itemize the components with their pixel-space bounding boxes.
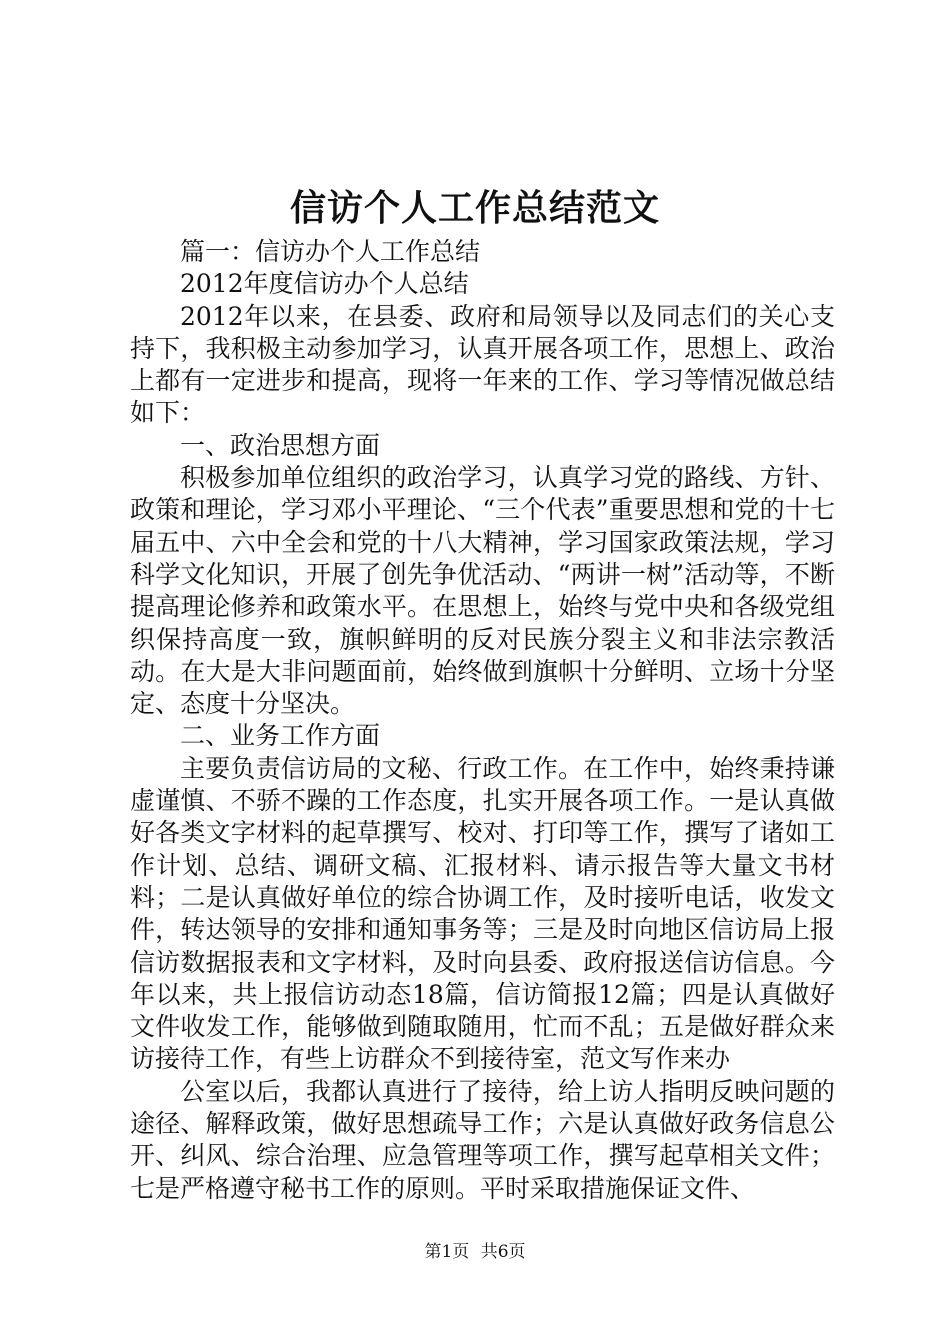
section-heading-business: 二、业务工作方面 — [180, 721, 381, 751]
document-body — [130, 236, 835, 1205]
continuation-paragraph: 公室以后，我都认真进行了接待，给上访人指明反映问题的途径、解释政策，做好思想疏导工作；六是认真做好政务信息公开、纠风、综合治理、应急管理等项工作，撰写起草相关文件；七是严格遵守秘书工作的原则。平时采取措施保证文件、 — [130, 1076, 835, 1203]
page-footer — [0, 1240, 950, 1264]
page-number-current: 第1页 — [424, 1242, 470, 1262]
business-paragraph: 主要负责信访局的文秘、行政工作。在工作中，始终秉持谦虚谨慎、不骄不躁的工作态度，扎实开展各项工作。一是认真做好各类文字材料的起草撰写、校对、打印等工作，撰写了诸如工作计划、总结、调研文稿、汇报材料、请示报告等大量文书材料；二是认真做好单位的综合协调工作，及时接听电话，收发文件，转达领导的安排和通知事务等；三是及时向地区信访局上报信访数据报表和文字材料，及时向县委、政府报送信访信息。今年以来，共上报信访动态18篇，信访简报12篇；四是认真做好文件收发工作，能够做到随取随用，忙而不乱；五是做好群众来访接待工作，有些上访群众不到接待室，范文写作来办 — [130, 753, 835, 1074]
section-heading-part-one: 篇一：信访办个人工作总结 — [180, 237, 481, 266]
intro-paragraph: 2012年以来，在县委、政府和局领导以及同志们的关心支持下，我积极主动参加学习，认真开展各项工作，思想上、政治上都有一定进步和提高，现将一年来的工作、学习等情况做总结如下： — [130, 301, 835, 428]
political-paragraph: 积极参加单位组织的政治学习，认真学习党的路线、方针、政策和理论，学习邓小平理论、“三个代表”重要思想和党的十七届五中、六中全会和党的十八大精神，学习国家政策法规，学习科学文化知识，开展了创先争优活动、“两讲一树”活动等，不断提高理论修养和政策水平。在思想上，始终与党中央和各级党组织保持高度一致，旗帜鲜明的反对民族分裂主义和非法宗教活动。在大是大非问题面前，始终做到旗帜十分鲜明、立场十分坚定、态度十分坚决。 — [130, 463, 835, 719]
subtitle-2012-summary: 2012年度信访办个人总结 — [180, 269, 469, 299]
section-heading-political: 一、政治思想方面 — [180, 430, 381, 460]
page-number-total: 共6页 — [480, 1242, 526, 1262]
document-title: 信访个人工作总结范文 — [289, 187, 660, 229]
